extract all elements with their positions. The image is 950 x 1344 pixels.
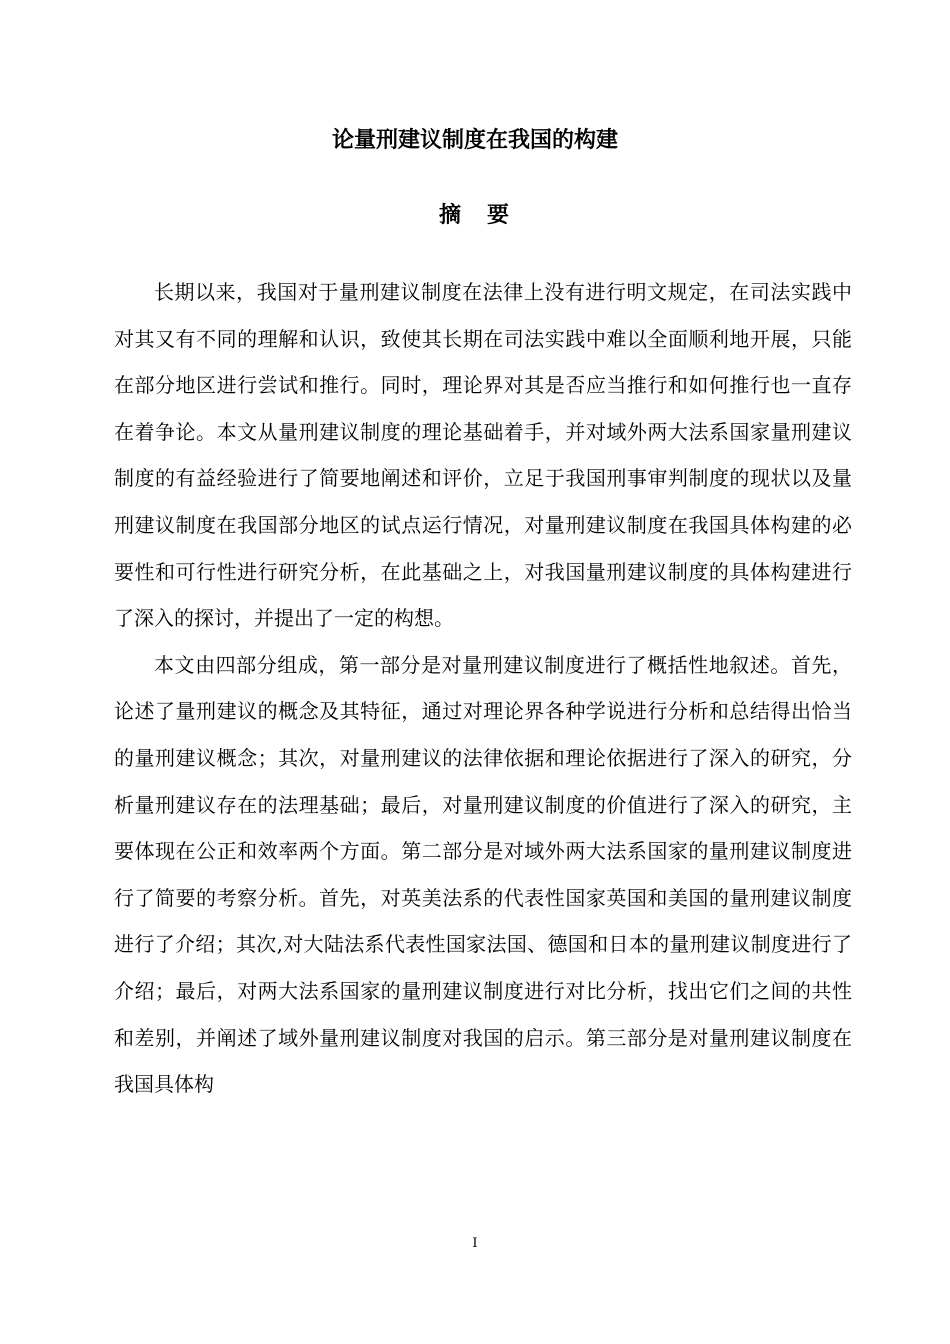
abstract-paragraph-2: 本文由四部分组成，第一部分是对量刑建议制度进行了概括性地叙述。首先，论述了量刑建议的概念及其特征，通过对理论界各种学说进行分析和总结得出恰当的量刑建议概念；其次，对量刑建议的法律依据和理论依据进行了深入的研究，分析量刑建议存在的法理基础；最后，对量刑建议制度的价值进行了深入的研究，主要体现在公正和效率两个方面。第二部分是对域外两大法系国家的量刑建议制度进行了简要的考察分析。首先，对英美法系的代表性国家英国和美国的量刑建议制度进行了介绍；其次,对大陆法系代表性国家法国、德国和日本的量刑建议制度进行了介绍；最后，对两大法系国家的量刑建议制度进行对比分析，找出它们之间的共性和差别，并阐述了域外量刑建议制度对我国的启示。第三部分是对量刑建议制度在我国具体构 xyxy=(114,652,852,1097)
abstract-body xyxy=(114,269,852,1108)
abstract-heading: 摘 要 xyxy=(438,203,511,228)
abstract-paragraph-1: 长期以来，我国对于量刑建议制度在法律上没有进行明文规定，在司法实践中对其又有不同的理解和认识，致使其长期在司法实践中难以全面顺利地开展，只能在部分地区进行尝试和推行。同时，理论界对其是否应当推行和如何推行也一直存在着争论。本文从量刑建议制度的理论基础着手，并对域外两大法系国家量刑建议制度的有益经验进行了简要地阐述和评价，立足于我国刑事审判制度的现状以及量刑建议制度在我国部分地区的试点运行情况，对量刑建议制度在我国具体构建的必要性和可行性进行研究分析，在此基础之上，对我国量刑建议制度的具体构建进行了深入的探讨，并提出了一定的构想。 xyxy=(114,280,852,631)
document-title: 论量刑建议制度在我国的构建 xyxy=(331,128,618,153)
page-number: I xyxy=(472,1236,478,1251)
